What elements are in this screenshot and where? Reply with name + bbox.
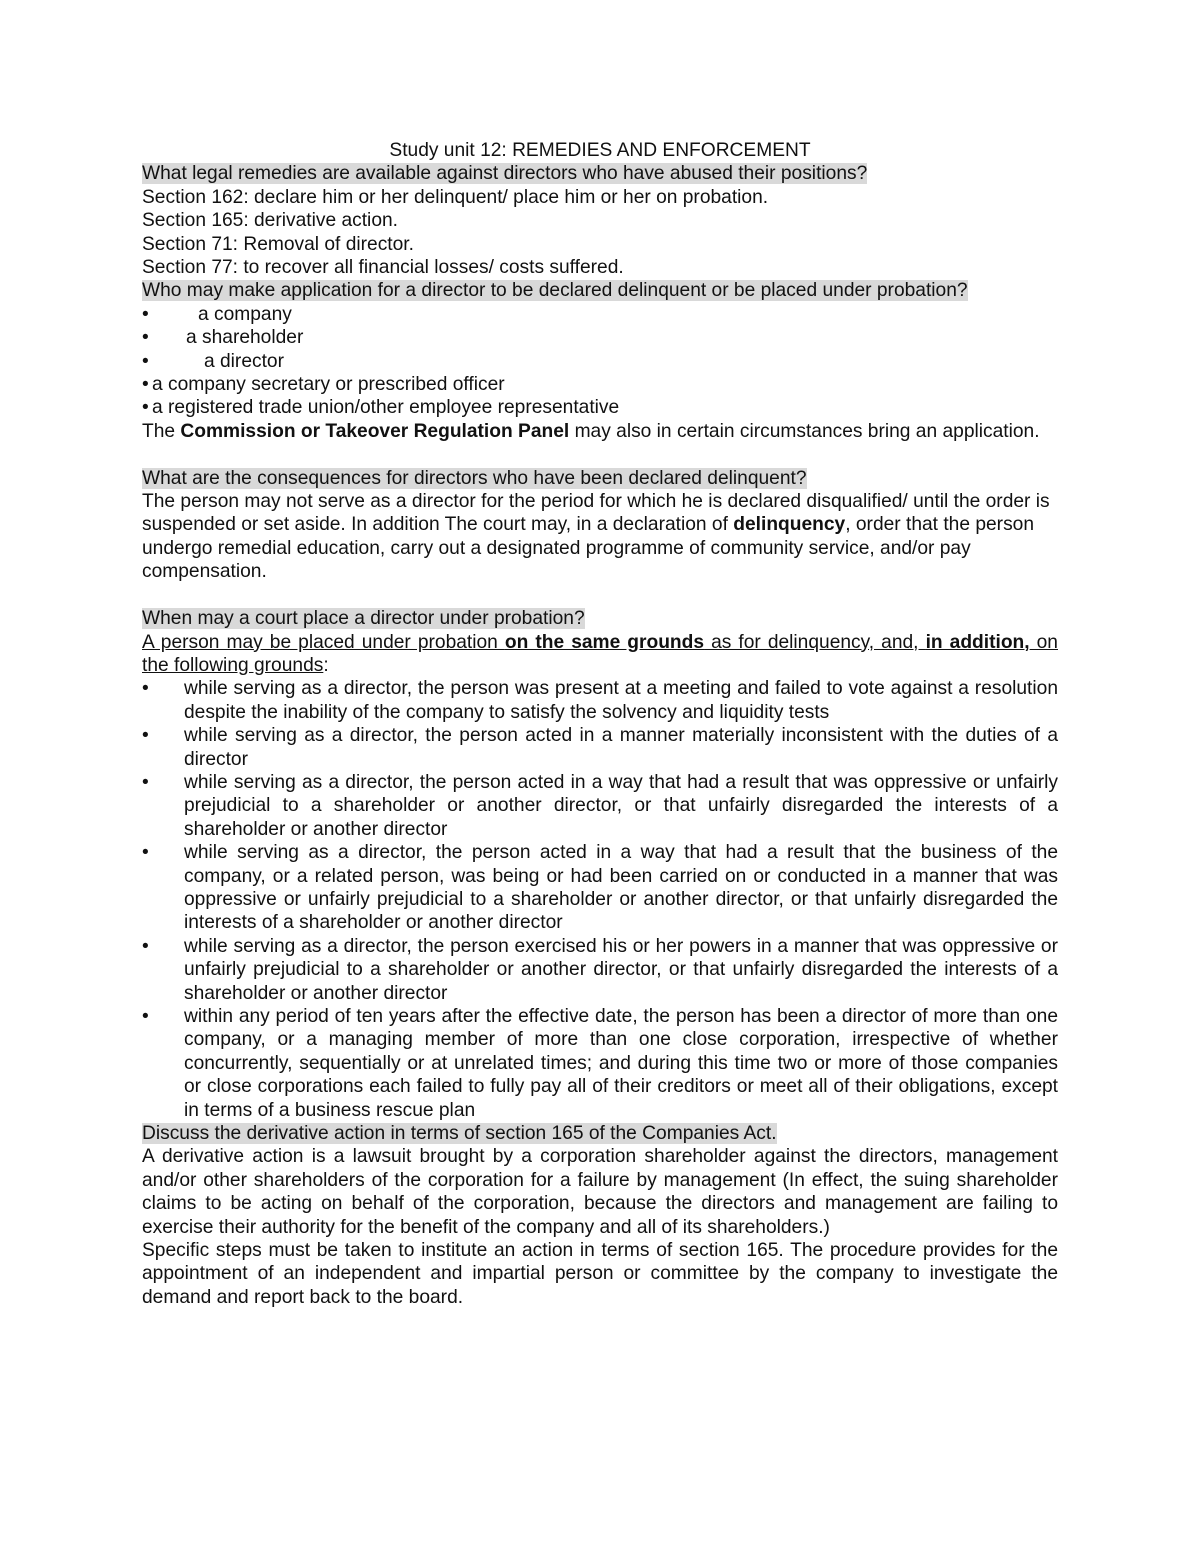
spacer — [142, 584, 1058, 607]
list-item: • while serving as a director, the person exercised his or her powers in a manner that was oppressive or unfairly prejudicial to a shareholder or another director, or that unfairly disregarded the interests of a shareholder or another director — [142, 935, 1058, 1004]
bullet-icon: • — [142, 725, 149, 747]
bullet-icon: • — [142, 935, 149, 957]
question-applicants: Who may make application for a director to be declared delinquent or be placed under probation? — [142, 280, 968, 302]
consequences-answer: The person may not serve as a director for the period for which he is declared disqualified/ until the order is suspended or set aside. In addition The court may, in a declaration of delinquency, order that the person undergo remedial education, carry out a designated programme of community service, and/or pay compensation. — [142, 491, 1050, 583]
answer-line: Section 165: derivative action. — [142, 210, 398, 232]
bullet-icon: • — [142, 771, 149, 793]
list-item: • a company — [142, 303, 292, 325]
bullet-icon: • — [142, 397, 149, 419]
list-item: • while serving as a director, the person was present at a meeting and failed to vote against a resolution despite the inability of the company to satisfy the solvency and liquidity tests — [142, 678, 1058, 723]
question-probation: When may a court place a director under probation? — [142, 608, 585, 630]
list-item: • while serving as a director, the person acted in a way that had a result that the business of the company, or a related person, was being or had been carried on or conducted in a manner that was oppressive or unfairly prejudicial to a shareholder or another director, or that unfairly disregarded the interests of a shareholder or another director — [142, 842, 1058, 934]
list-item: • a registered trade union/other employee representative — [142, 397, 620, 419]
list-item: • a shareholder — [142, 327, 304, 349]
answer-line: Section 71: Removal of director. — [142, 233, 414, 255]
list-item: • while serving as a director, the person acted in a manner materially inconsistent with the duties of a director — [142, 725, 1058, 770]
bullet-icon: • — [142, 374, 149, 396]
list-item: • while serving as a director, the person acted in a way that had a result that was oppressive or unfairly prejudicial to a shareholder or another director, or that unfairly disregarded the interests of a shareholder or another director — [142, 771, 1058, 840]
commission-note: The Commission or Takeover Regulation Panel may also in certain circumstances bring an application. — [142, 420, 1040, 442]
bullet-icon: • — [142, 678, 149, 700]
derivative-answer-2: Specific steps must be taken to institute an action in terms of section 165. The procedure provides for the appointment of an independent and impartial person or committee by the company to investigate the demand and report back to the board. — [142, 1240, 1058, 1308]
probation-intro: A person may be placed under probation on the same grounds as for delinquency, and, in addition, on the following grounds: — [142, 631, 1058, 676]
list-item: • a director — [142, 350, 284, 372]
question-consequences: What are the consequences for directors who have been declared delinquent? — [142, 467, 807, 489]
derivative-answer-1: A derivative action is a lawsuit brought by a corporation shareholder against the directors, management and/or other shareholders of the corporation for a failure by management (In effect, the suing shareholder claims to be acting on behalf of the corporation, because the directors and management are failing to exercise their authority for the benefit of the company and all of its shareholders.) — [142, 1146, 1058, 1238]
list-item: • within any period of ten years after the effective date, the person has been a director of more than one company, or a managing member of more than one close corporation, irrespective of whether concurrently, sequentially or at unrelated times; and during this time two or more of those companies or close corporations each failed to fully pay all of their creditors or meet all of their obligations, except in terms of a business rescue plan — [142, 1006, 1058, 1121]
bullet-icon: • — [142, 303, 149, 325]
spacer — [142, 443, 1058, 466]
question-remedies: What legal remedies are available against directors who have abused their positions? — [142, 163, 868, 185]
page-title: Study unit 12: REMEDIES AND ENFORCEMENT — [389, 140, 811, 161]
list-item: • a company secretary or prescribed officer — [142, 374, 505, 396]
question-derivative-action: Discuss the derivative action in terms of section 165 of the Companies Act. — [142, 1123, 777, 1145]
answer-line: Section 162: declare him or her delinquent/ place him or her on probation. — [142, 186, 769, 208]
bullet-icon: • — [142, 350, 149, 372]
bullet-icon: • — [142, 327, 149, 349]
answer-line: Section 77: to recover all financial losses/ costs suffered. — [142, 257, 624, 279]
bullet-icon: • — [142, 1006, 149, 1027]
bullet-icon: • — [142, 842, 149, 864]
probation-grounds-list — [142, 677, 1058, 1122]
